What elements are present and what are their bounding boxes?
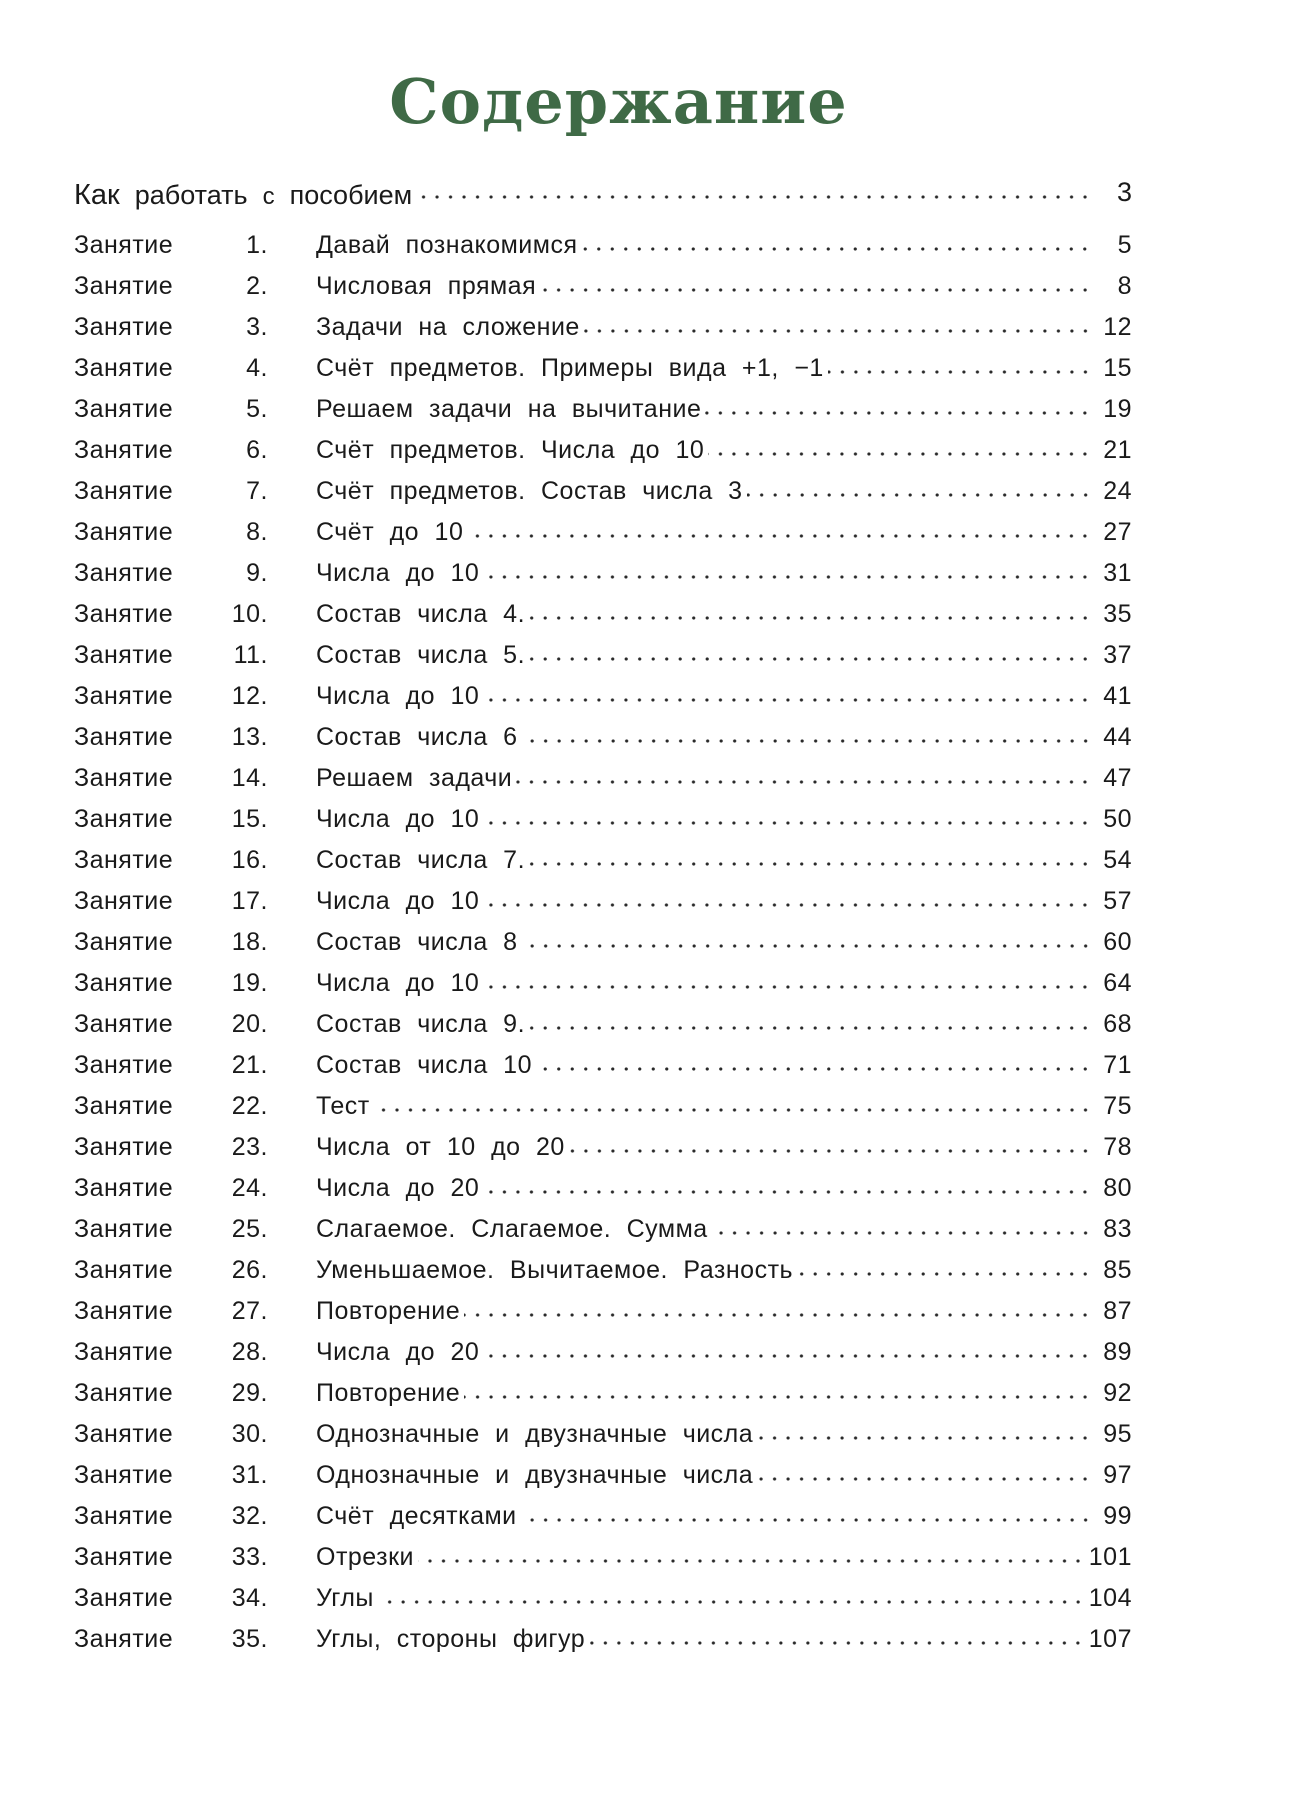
dot-leader xyxy=(757,1433,1092,1443)
lesson-label: Занятие xyxy=(74,682,174,710)
dot-leader xyxy=(747,490,1092,500)
lesson-title: Числа до 20 xyxy=(316,1338,480,1366)
lesson-title: Задачи на сложение xyxy=(316,313,580,341)
lesson-page-number: 35 xyxy=(1103,600,1132,628)
toc-entry xyxy=(74,264,1132,305)
lesson-label: Занятие xyxy=(74,1420,174,1448)
lesson-label: Занятие xyxy=(74,600,174,628)
lesson-label: Занятие xyxy=(74,313,174,341)
toc-list xyxy=(74,223,1132,1658)
lesson-number: 4. xyxy=(246,354,268,382)
lesson-page-number: 5 xyxy=(1117,231,1132,259)
lesson-number: 18. xyxy=(231,928,268,956)
lesson-title: Повторение xyxy=(316,1379,461,1407)
lesson-label: Занятие xyxy=(74,1215,174,1243)
toc-intro-row xyxy=(74,172,1132,212)
lesson-title: Углы xyxy=(316,1584,374,1612)
lesson-page-number: 19 xyxy=(1103,395,1132,423)
lesson-number: 17. xyxy=(231,887,268,915)
lesson-page-number: 87 xyxy=(1103,1297,1132,1325)
lesson-title: Счёт десятками xyxy=(316,1502,517,1530)
lesson-page-number: 78 xyxy=(1103,1133,1132,1161)
lesson-title: Состав числа 5. xyxy=(316,641,526,669)
lesson-number: 5. xyxy=(246,395,268,423)
lesson-title: Числа до 10 xyxy=(316,805,480,833)
dot-leader xyxy=(483,818,1092,828)
toc-entry xyxy=(74,223,1132,264)
lesson-page-number: 21 xyxy=(1103,436,1132,464)
toc-entry xyxy=(74,879,1132,920)
toc-entry xyxy=(74,1002,1132,1043)
lesson-title: Счёт предметов. Числа до 10 xyxy=(316,436,705,464)
dot-leader xyxy=(828,367,1092,377)
lesson-label: Занятие xyxy=(74,641,174,669)
dot-leader xyxy=(467,531,1092,541)
lesson-label: Занятие xyxy=(74,1338,174,1366)
dot-leader xyxy=(464,1392,1092,1402)
lesson-number: 12. xyxy=(231,682,268,710)
lesson-page-number: 57 xyxy=(1103,887,1132,915)
dot-leader xyxy=(522,941,1092,951)
lesson-title: Счёт предметов. Состав числа 3 xyxy=(316,477,743,505)
lesson-title: Состав числа 10 xyxy=(316,1051,532,1079)
lesson-label: Занятие xyxy=(74,1543,174,1571)
toc-entry xyxy=(74,1207,1132,1248)
toc-entry xyxy=(74,1043,1132,1084)
dot-leader xyxy=(416,192,1092,202)
lesson-page-number: 92 xyxy=(1103,1379,1132,1407)
toc-entry xyxy=(74,920,1132,961)
lesson-title: Состав числа 7. xyxy=(316,846,526,874)
lesson-number: 10. xyxy=(231,600,268,628)
lesson-title: Тест xyxy=(316,1092,370,1120)
lesson-page-number: 85 xyxy=(1103,1256,1132,1284)
dot-leader xyxy=(529,1023,1092,1033)
toc-entry xyxy=(74,1125,1132,1166)
lesson-number: 24. xyxy=(231,1174,268,1202)
lesson-label: Занятие xyxy=(74,887,174,915)
toc-entry xyxy=(74,387,1132,428)
dot-leader xyxy=(705,408,1092,418)
toc-intro-page: 3 xyxy=(1116,177,1132,207)
lesson-label: Занятие xyxy=(74,518,174,546)
toc-entry xyxy=(74,592,1132,633)
lesson-page-number: 68 xyxy=(1103,1010,1132,1038)
dot-leader xyxy=(483,695,1092,705)
toc-entry xyxy=(74,1330,1132,1371)
toc-entry xyxy=(74,715,1132,756)
lesson-number: 1. xyxy=(246,231,268,259)
lesson-number: 8. xyxy=(246,518,268,546)
lesson-title: Решаем задачи на вычитание xyxy=(316,395,702,423)
dot-leader xyxy=(529,613,1092,623)
lesson-number: 14. xyxy=(231,764,268,792)
lesson-label: Занятие xyxy=(74,969,174,997)
toc-entry xyxy=(74,1617,1132,1658)
lesson-title: Однозначные и двузначные числа xyxy=(316,1420,754,1448)
lesson-number: 27. xyxy=(231,1297,268,1325)
lesson-number: 25. xyxy=(231,1215,268,1243)
toc-entry xyxy=(74,756,1132,797)
toc-entry xyxy=(74,1535,1132,1576)
intro-word: с xyxy=(262,183,275,210)
lesson-page-number: 37 xyxy=(1103,641,1132,669)
lesson-number: 11. xyxy=(233,641,268,669)
dot-leader xyxy=(540,285,1092,295)
lesson-number: 30. xyxy=(231,1420,268,1448)
lesson-number: 35. xyxy=(231,1625,268,1653)
lesson-page-number: 89 xyxy=(1103,1338,1132,1366)
lesson-page-number: 64 xyxy=(1103,969,1132,997)
toc-entry xyxy=(74,1453,1132,1494)
lesson-title: Числа до 10 xyxy=(316,559,480,587)
dot-leader xyxy=(483,1351,1092,1361)
lesson-label: Занятие xyxy=(74,477,174,505)
lesson-title: Счёт до 10 xyxy=(316,518,464,546)
toc-entry xyxy=(74,428,1132,469)
lesson-title: Состав числа 9. xyxy=(316,1010,526,1038)
lesson-title: Счёт предметов. Примеры вида +1, −1 xyxy=(316,354,824,382)
dot-leader xyxy=(536,1064,1092,1074)
lesson-page-number: 60 xyxy=(1103,928,1132,956)
lesson-page-number: 71 xyxy=(1103,1051,1132,1079)
dot-leader xyxy=(569,1146,1092,1156)
lesson-number: 3. xyxy=(246,313,268,341)
toc-entry xyxy=(74,838,1132,879)
lesson-label: Занятие xyxy=(74,395,174,423)
lesson-title: Давай познакомимся xyxy=(316,231,578,259)
dot-leader xyxy=(584,326,1092,336)
lesson-number: 28. xyxy=(231,1338,268,1366)
lesson-label: Занятие xyxy=(74,1092,174,1120)
lesson-title: Числа от 10 до 20 xyxy=(316,1133,565,1161)
lesson-number: 33. xyxy=(231,1543,268,1571)
lesson-number: 22. xyxy=(231,1092,268,1120)
lesson-title: Числа до 20 xyxy=(316,1174,480,1202)
lesson-page-number: 75 xyxy=(1103,1092,1132,1120)
lesson-title: Состав числа 8 xyxy=(316,928,518,956)
lesson-number: 9. xyxy=(246,559,268,587)
toc-intro-title xyxy=(74,179,416,212)
lesson-page-number: 8 xyxy=(1117,272,1132,300)
intro-word: Как xyxy=(74,179,120,211)
lesson-page-number: 97 xyxy=(1103,1461,1132,1489)
dot-leader xyxy=(757,1474,1092,1484)
dot-leader xyxy=(529,859,1092,869)
toc-entry xyxy=(74,551,1132,592)
page-title: Содержание xyxy=(389,65,848,138)
lesson-page-number: 107 xyxy=(1088,1625,1132,1653)
toc-entry xyxy=(74,1166,1132,1207)
lesson-number: 2. xyxy=(246,272,268,300)
toc-entry xyxy=(74,510,1132,551)
lesson-number: 13. xyxy=(231,723,268,751)
lesson-number: 31. xyxy=(231,1461,268,1489)
lesson-label: Занятие xyxy=(74,231,174,259)
lesson-page-number: 44 xyxy=(1103,723,1132,751)
dot-leader xyxy=(529,654,1092,664)
lesson-label: Занятие xyxy=(74,1379,174,1407)
lesson-title: Уменьшаемое. Вычитаемое. Разность xyxy=(316,1256,794,1284)
lesson-label: Занятие xyxy=(74,436,174,464)
dot-leader xyxy=(712,1228,1092,1238)
lesson-title: Решаем задачи xyxy=(316,764,513,792)
lesson-title: Слагаемое. Слагаемое. Сумма xyxy=(316,1215,708,1243)
toc-entry xyxy=(74,1248,1132,1289)
toc-entry xyxy=(74,674,1132,715)
lesson-title: Состав числа 6 xyxy=(316,723,518,751)
lesson-number: 32. xyxy=(231,1502,268,1530)
lesson-number: 23. xyxy=(231,1133,268,1161)
toc-entry xyxy=(74,797,1132,838)
dot-leader xyxy=(483,982,1092,992)
lesson-page-number: 47 xyxy=(1103,764,1132,792)
dot-leader xyxy=(374,1105,1092,1115)
lesson-number: 21. xyxy=(231,1051,268,1079)
lesson-label: Занятие xyxy=(74,1502,174,1530)
lesson-number: 29. xyxy=(231,1379,268,1407)
dot-leader xyxy=(708,449,1092,459)
dot-leader xyxy=(483,1187,1092,1197)
lesson-title: Отрезки xyxy=(316,1543,415,1571)
lesson-label: Занятие xyxy=(74,1174,174,1202)
lesson-label: Занятие xyxy=(74,723,174,751)
dot-leader xyxy=(378,1597,1085,1607)
lesson-label: Занятие xyxy=(74,354,174,382)
dot-leader xyxy=(521,1515,1092,1525)
toc-entry xyxy=(74,1412,1132,1453)
lesson-number: 15. xyxy=(231,805,268,833)
toc-entry xyxy=(74,633,1132,674)
lesson-label: Занятие xyxy=(74,1461,174,1489)
lesson-number: 20. xyxy=(231,1010,268,1038)
lesson-page-number: 99 xyxy=(1103,1502,1132,1530)
lesson-page-number: 80 xyxy=(1103,1174,1132,1202)
lesson-page-number: 12 xyxy=(1103,313,1132,341)
lesson-label: Занятие xyxy=(74,1297,174,1325)
lesson-page-number: 41 xyxy=(1103,682,1132,710)
dot-leader xyxy=(483,900,1092,910)
lesson-title: Состав числа 4. xyxy=(316,600,526,628)
lesson-label: Занятие xyxy=(74,1010,174,1038)
lesson-label: Занятие xyxy=(74,1051,174,1079)
lesson-number: 26. xyxy=(231,1256,268,1284)
dot-leader xyxy=(589,1638,1085,1648)
intro-word: пособием xyxy=(289,180,413,210)
lesson-number: 7. xyxy=(246,477,268,505)
toc-entry xyxy=(74,346,1132,387)
lesson-label: Занятие xyxy=(74,805,174,833)
dot-leader xyxy=(516,777,1092,787)
lesson-title: Числа до 10 xyxy=(316,887,480,915)
lesson-label: Занятие xyxy=(74,846,174,874)
toc-entry xyxy=(74,1494,1132,1535)
lesson-title: Углы, стороны фигур xyxy=(316,1625,586,1653)
lesson-label: Занятие xyxy=(74,928,174,956)
lesson-number: 16. xyxy=(231,846,268,874)
toc-entry xyxy=(74,1289,1132,1330)
lesson-page-number: 95 xyxy=(1103,1420,1132,1448)
lesson-label: Занятие xyxy=(74,1584,174,1612)
toc-entry xyxy=(74,305,1132,346)
lesson-title: Числовая прямая xyxy=(316,272,537,300)
lesson-page-number: 31 xyxy=(1103,559,1132,587)
lesson-page-number: 24 xyxy=(1103,477,1132,505)
lesson-page-number: 15 xyxy=(1103,354,1132,382)
toc-entry xyxy=(74,961,1132,1002)
lesson-number: 6. xyxy=(246,436,268,464)
toc-entry xyxy=(74,1371,1132,1412)
lesson-title: Однозначные и двузначные числа xyxy=(316,1461,754,1489)
lesson-page-number: 50 xyxy=(1103,805,1132,833)
dot-leader xyxy=(418,1556,1085,1566)
lesson-label: Занятие xyxy=(74,764,174,792)
dot-leader xyxy=(797,1269,1092,1279)
intro-word: работать xyxy=(134,180,248,210)
dot-leader xyxy=(522,736,1092,746)
lesson-page-number: 54 xyxy=(1103,846,1132,874)
dot-leader xyxy=(464,1310,1092,1320)
lesson-label: Занятие xyxy=(74,1133,174,1161)
lesson-title: Числа до 10 xyxy=(316,682,480,710)
dot-leader xyxy=(483,572,1092,582)
lesson-label: Занятие xyxy=(74,272,174,300)
lesson-page-number: 27 xyxy=(1103,518,1132,546)
lesson-number: 34. xyxy=(231,1584,268,1612)
lesson-page-number: 104 xyxy=(1088,1584,1132,1612)
lesson-title: Числа до 10 xyxy=(316,969,480,997)
dot-leader xyxy=(581,244,1092,254)
lesson-page-number: 101 xyxy=(1088,1543,1132,1571)
lesson-number: 19. xyxy=(231,969,268,997)
lesson-page-number: 83 xyxy=(1103,1215,1132,1243)
toc-entry xyxy=(74,469,1132,510)
toc-entry xyxy=(74,1084,1132,1125)
lesson-label: Занятие xyxy=(74,1256,174,1284)
lesson-label: Занятие xyxy=(74,559,174,587)
lesson-label: Занятие xyxy=(74,1625,174,1653)
toc-entry xyxy=(74,1576,1132,1617)
lesson-title: Повторение xyxy=(316,1297,461,1325)
